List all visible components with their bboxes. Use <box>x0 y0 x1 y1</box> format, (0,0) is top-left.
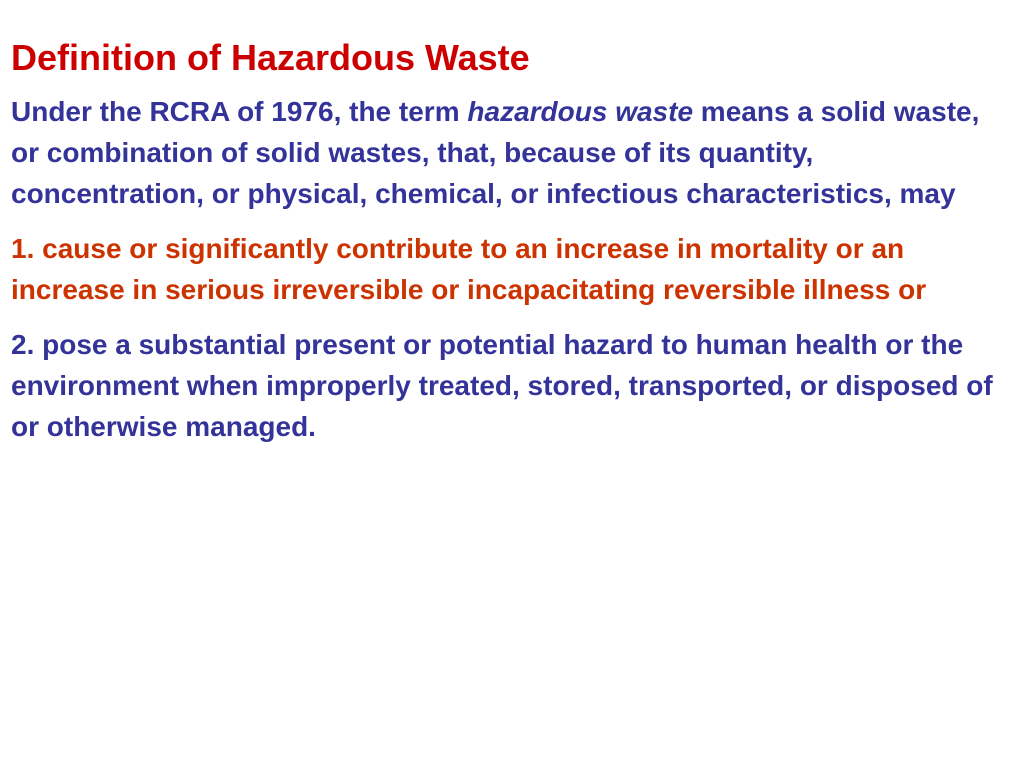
slide-title: Definition of Hazardous Waste <box>11 37 530 78</box>
criterion-item-1: 1. cause or significantly contribute to an increase in mortality or an increase in serious irreversible or incapacitating reversible illness or <box>11 233 927 305</box>
intro-text-before: Under the RCRA of 1976, the term <box>11 96 468 127</box>
defined-term: hazardous waste <box>467 96 694 127</box>
criterion-item-2: 2. pose a substantial present or potential hazard to human health or the environment when improperly treated, stored, transported, or disposed of or otherwise managed. <box>11 329 993 442</box>
definition-intro <box>11 91 1010 214</box>
intro-text-after: means a solid waste, or combination of solid wastes, that, because of its quantity, concentration, or physical, chemical, or infectious characteristics, may <box>11 96 980 209</box>
